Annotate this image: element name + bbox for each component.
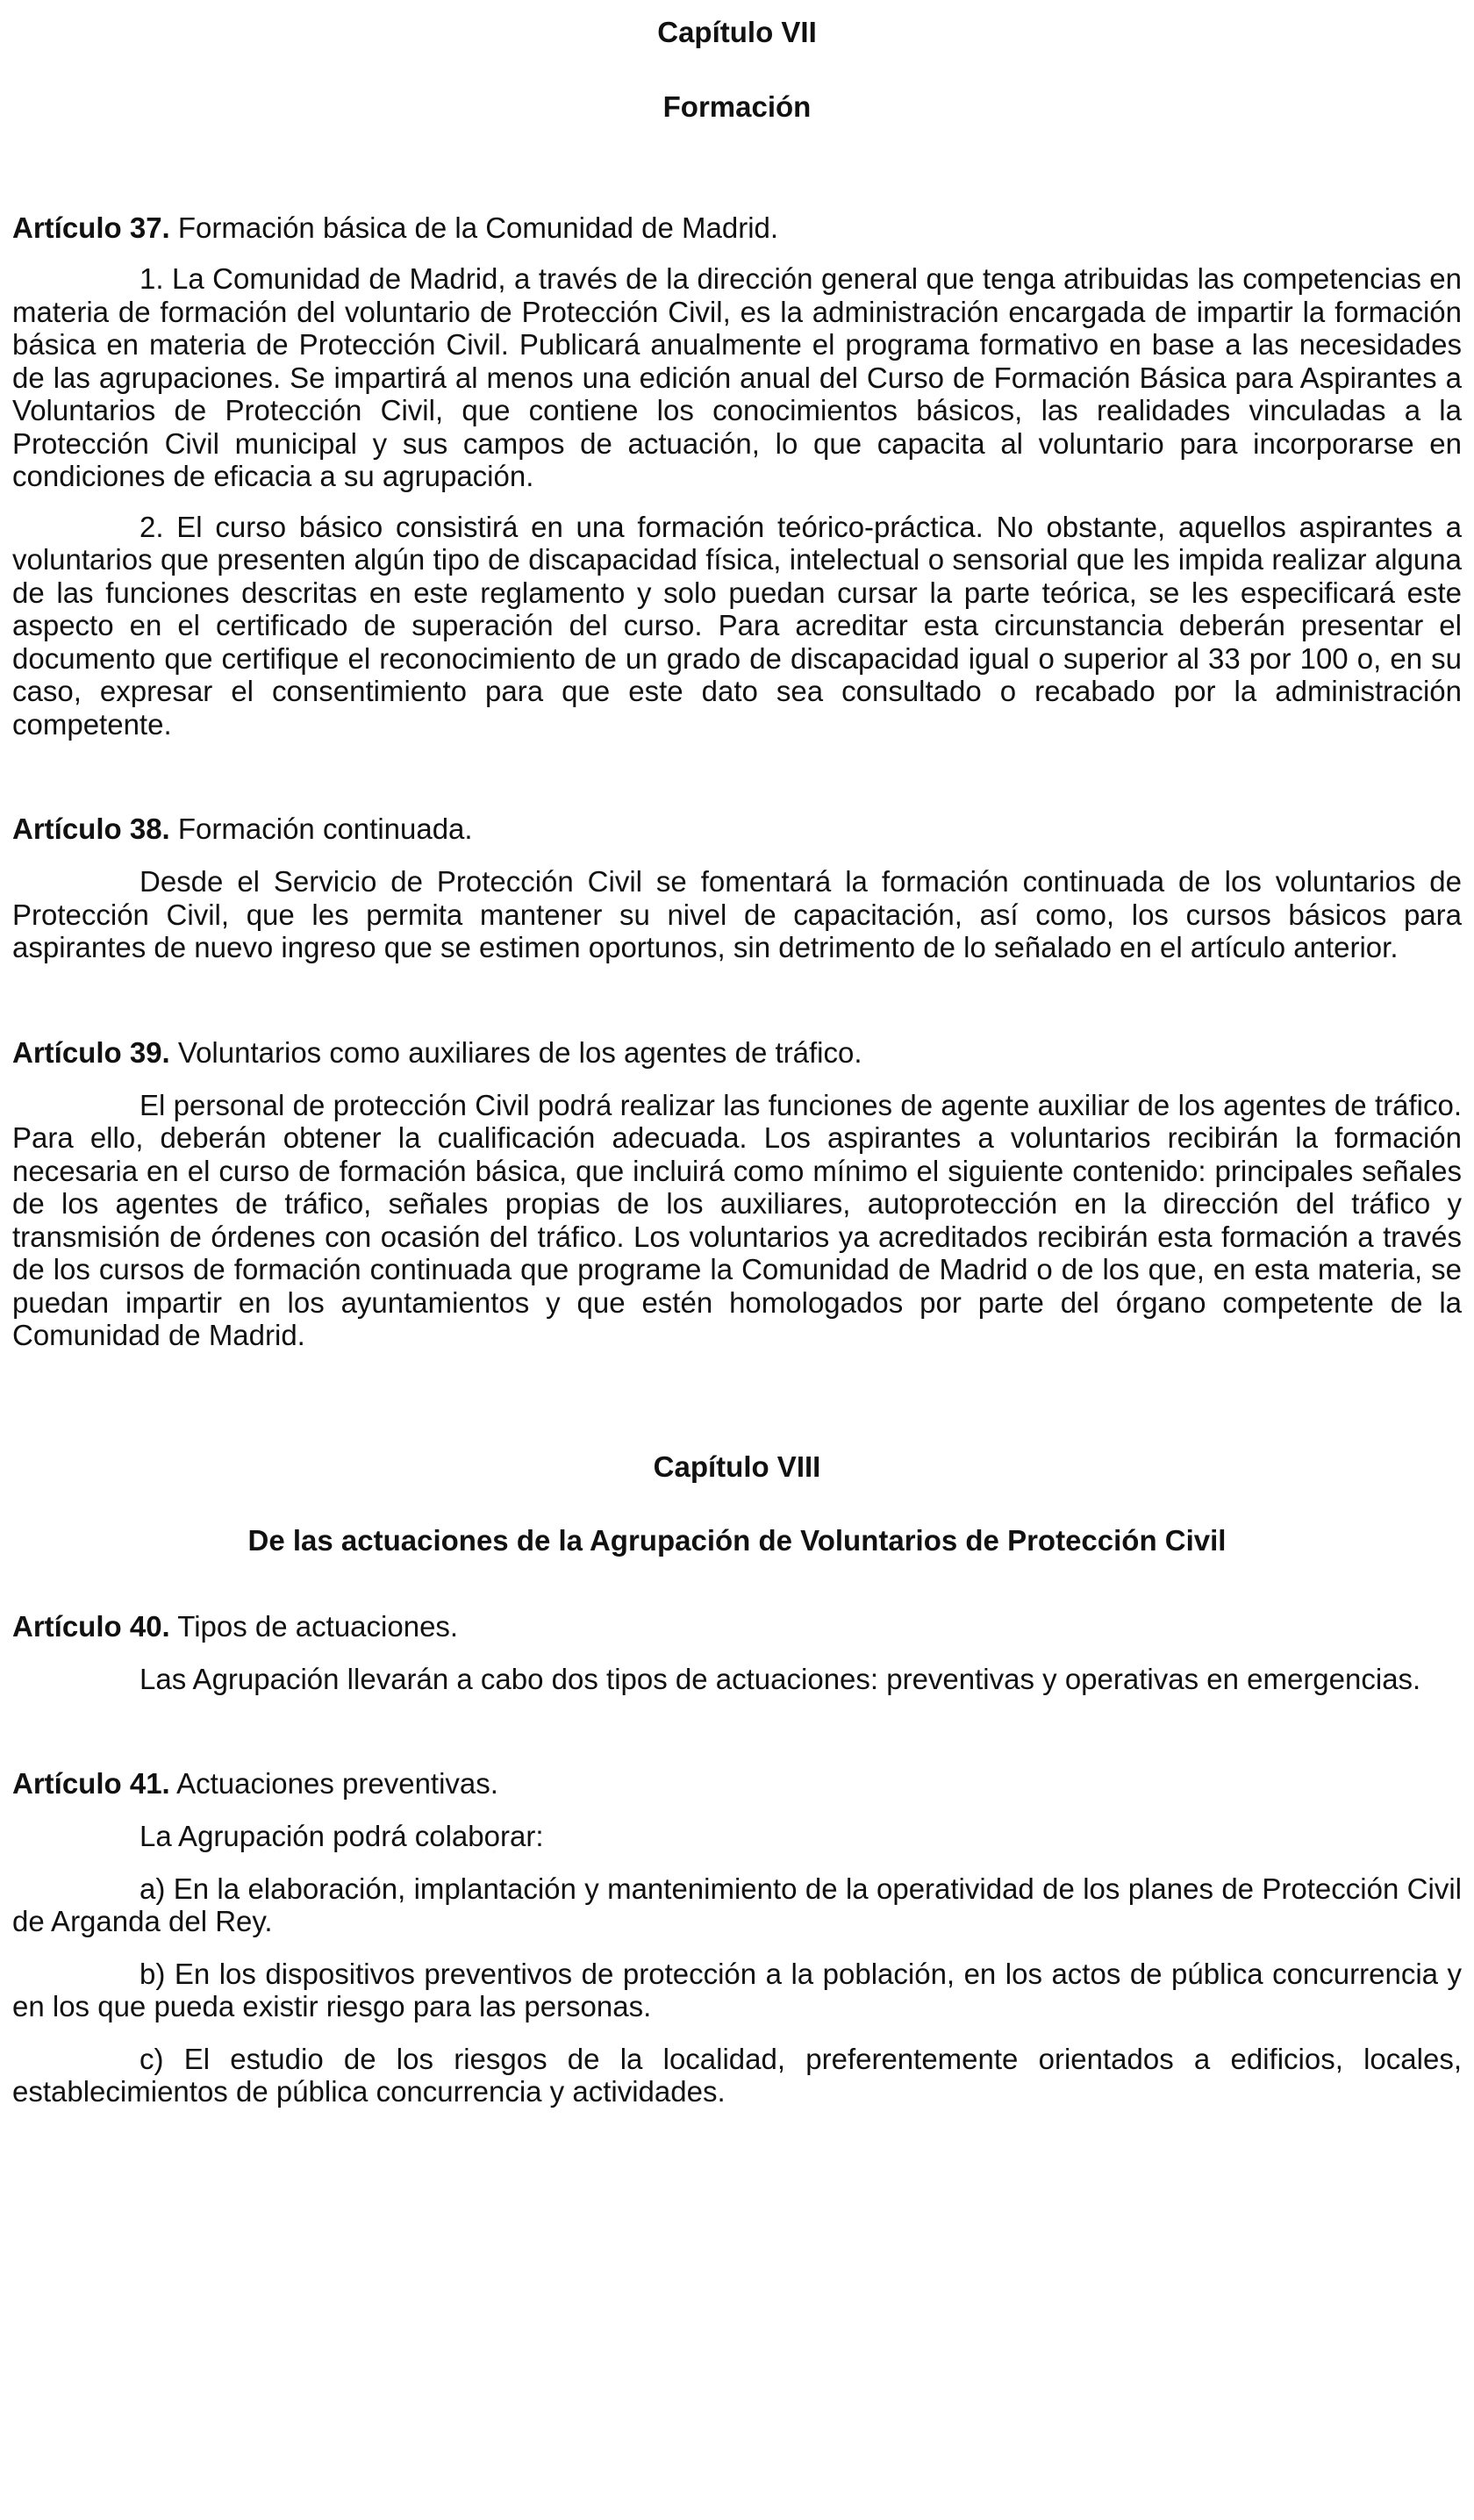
article-number: Artículo 41. bbox=[12, 1767, 170, 1800]
article-title: Voluntarios como auxiliares de los agentes de tráfico. bbox=[177, 1035, 862, 1069]
article-heading bbox=[12, 813, 1462, 846]
article-title: Formación básica de la Comunidad de Madrid. bbox=[177, 211, 779, 244]
article-number: Artículo 39. bbox=[12, 1035, 170, 1069]
article-number: Artículo 37. bbox=[12, 211, 170, 244]
list-item: a) En la elaboración, implantación y mantenimiento de la operatividad de los planes de Protección Civil de Arganda del Rey. bbox=[12, 1872, 1462, 1937]
article-number: Artículo 40. bbox=[12, 1609, 170, 1643]
paragraph: 1. La Comunidad de Madrid, a través de la dirección general que tenga atribuidas las competencias en materia de formación del voluntario de Protección Civil, es la administración encargada de impartir la formación básica en materia de Protección Civil. Publicará anualmente el programa formativo en base a las necesidades de las agrupaciones. Se impartirá al menos una edición anual del Curso de Formación Básica para Aspirantes a Voluntarios de Protección Civil, que contiene los conocimientos básicos, las realidades vinculadas a la Protección Civil municipal y sus campos de actuación, lo que capacita al voluntario para incorporarse en condiciones de eficacia a su agrupación. bbox=[12, 262, 1462, 492]
list-item: b) En los dispositivos preventivos de protección a la población, en los actos de pública concurrencia y en los que pueda existir riesgo para las personas. bbox=[12, 1957, 1462, 2022]
chapter-subtitle: Formación bbox=[662, 90, 812, 123]
article-heading bbox=[12, 1610, 1462, 1643]
paragraph: 2. El curso básico consistirá en una formación teórico-práctica. No obstante, aquellos aspirantes a voluntarios que presenten algún tipo de discapacidad física, intelectual o sensorial que les impida realizar alguna de las funciones descritas en este reglamento y solo puedan cursar la parte teórica, se les especificará este aspecto en el certificado de superación del curso. Para acreditar esta circunstancia deberán presentar el documento que certifique el reconocimiento de un grado de discapacidad igual o superior al 33 por 100 o, en su caso, expresar el consentimiento para que este dato sea consultado o recabado por la administración competente. bbox=[12, 510, 1462, 741]
article-heading bbox=[12, 211, 1462, 245]
paragraph: Las Agrupación llevarán a cabo dos tipos de actuaciones: preventivas y operativas en emergencias. bbox=[140, 1662, 1421, 1695]
paragraph: El personal de protección Civil podrá realizar las funciones de agente auxiliar de los agentes de tráfico. Para ello, deberán obtener la cualificación adecuada. Los aspirantes a voluntarios recibirán la formación necesaria en el curso de formación básica, que incluirá como mínimo el siguiente contenido: principales señales de los agentes de tráfico, señales propias de los auxiliares, autoprotección en la dirección del tráfico y transmisión de órdenes con ocasión del tráfico. Los voluntarios ya acreditados recibirán esta formación a través de los cursos de formación continuada que programe la Comunidad de Madrid o de los que, en esta materia, se puedan impartir en los ayuntamientos y que estén homologados por parte del órgano competente de la Comunidad de Madrid. bbox=[12, 1088, 1462, 1351]
article-number: Artículo 38. bbox=[12, 813, 170, 845]
paragraph: Desde el Servicio de Protección Civil se fomentará la formación continuada de los voluntarios de Protección Civil, que les permita mantener su nivel de capacitación, así como, los cursos básicos para aspirantes de nuevo ingreso que se estimen oportunos, sin detrimento de lo señalado en el artículo anterior. bbox=[12, 865, 1462, 963]
article-title: Actuaciones preventivas. bbox=[176, 1767, 498, 1800]
chapter-title: Capítulo VII bbox=[657, 16, 817, 48]
article-title: Formación continuada. bbox=[177, 813, 473, 845]
paragraph: La Agrupación podrá colaborar: bbox=[140, 1820, 544, 1852]
list-item: c) El estudio de los riesgos de la localidad, preferentemente orientados a edificios, locales, establecimientos de pública concurrencia y actividades. bbox=[12, 2042, 1462, 2108]
document-page bbox=[12, 0, 1462, 2108]
article-title: Tipos de actuaciones. bbox=[177, 1609, 459, 1643]
article-heading bbox=[12, 1036, 1462, 1070]
chapter-subtitle: De las actuaciones de la Agrupación de Voluntarios de Protección Civil bbox=[247, 1523, 1227, 1557]
article-heading bbox=[12, 1767, 1462, 1801]
chapter-title: Capítulo VIII bbox=[653, 1450, 821, 1483]
